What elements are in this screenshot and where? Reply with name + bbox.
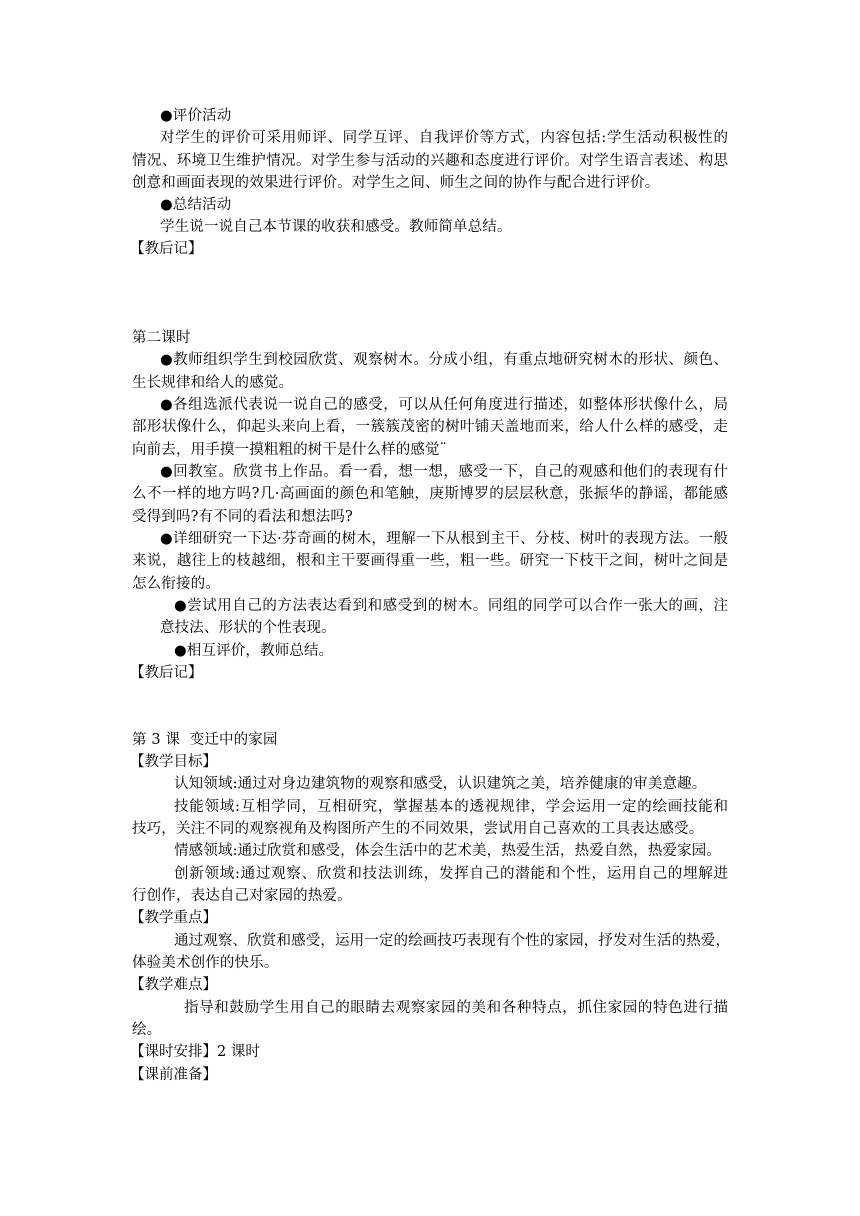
paragraph-line: 来说，越往上的枝越细，根和主干要画得重一些，粗一些。研究一下枝干之间，树叶之间是 — [132, 553, 728, 569]
paragraph-line: 技巧，关注不同的观察视角及构图所产生的不同效果，尝试用自己喜欢的工具表达感受。 — [132, 821, 704, 837]
paragraph-line: 怎么衔接的。 — [132, 576, 220, 592]
list-item: ●尝试用自己的方法表达看到和感受到的树木。同组的同学可以合作一张大的画，注 — [174, 598, 728, 614]
section-label-after-class-notes: 【教后记】 — [130, 665, 203, 681]
section-label-schedule: 【课时安排】2 课时 — [130, 1044, 260, 1060]
heading-evaluation-activity: ●评价活动 — [160, 108, 232, 124]
list-item: ●教师组织学生到校园欣赏、观察树木。分成小组，有重点地研究树木的形状、颜色、 — [160, 352, 728, 368]
paragraph-line: 创新领域:通过观察、欣赏和技法训练，发挥自己的潜能和个性，运用自己的埋解进 — [174, 866, 728, 882]
paragraph-line: 部形状像什么，仰起头来向上看，一簇簇茂密的树叶铺天盖地而来，给人什么样的感受，走 — [132, 419, 728, 435]
paragraph-line: 技能领域:互相学同，互相研究，掌握基本的透视规律，学会运用一定的绘画技能和 — [174, 799, 728, 815]
paragraph-line: 体验美术创作的快乐。 — [132, 955, 279, 971]
section-label-teaching-focus: 【教学重点】 — [130, 910, 217, 926]
paragraph-line: 学生说一说自己本节课的收获和感受。教师简单总结。 — [160, 219, 512, 235]
paragraph-line: 行创作，表达自己对家园的热爱。 — [132, 888, 352, 904]
paragraph-line: 生长规律和给人的感觉。 — [132, 375, 294, 391]
paragraph-line: 通过观察、欣赏和感受，运用一定的绘画技巧表现有个性的家园，抒发对生活的热爱， — [174, 933, 730, 949]
section-label-preparation: 【课前准备】 — [130, 1067, 217, 1083]
paragraph-line: 认知领域:通过对身边建筑物的观察和感受，认识建筑之美，培养健康的审美意趣。 — [174, 776, 707, 792]
paragraph-line: 意技法、形状的个性表现。 — [160, 620, 336, 636]
list-item: ●详细研究一下达·芬奇画的树木，理解一下从根到主干、分枝、树叶的表现方法。一般 — [160, 531, 728, 547]
paragraph-line: 对学生的评价可采用师评、同学互评、自我评价等方式，内容包括:学生活动积极性的 — [160, 130, 728, 146]
list-item: ●回教室。欣赏书上作品。看一看，想一想，感受一下，自己的观感和他们的表现有什 — [160, 464, 728, 480]
heading-summary-activity: ●总结活动 — [160, 197, 232, 213]
paragraph-line: 指导和鼓励学生用自己的眼睛去观察家园的美和各种特点，抓住家园的特色进行描 — [184, 1000, 728, 1016]
section-label-teaching-goals: 【教学目标】 — [130, 754, 217, 770]
list-item: ●各组选派代表说一说自己的感受，可以从任何角度进行描述，如整体形状像什么，局 — [160, 397, 728, 413]
paragraph-line: 受得到吗?有不同的看法和想法吗? — [132, 509, 353, 525]
paragraph-line: 绘。 — [132, 1022, 162, 1038]
paragraph-line: 情感领域:通过欣赏和感受，体会生活中的艺术美，热爱生活，热爱自然，热爱家园。 — [174, 843, 722, 859]
paragraph-line: 创意和画面表现的效果进行评价。对学生之间、师生之间的协作与配合进行评价。 — [132, 175, 660, 191]
section-label-teaching-difficulty: 【教学难点】 — [130, 977, 217, 993]
lesson-title: 第 3 课 变迁中的家园 — [132, 732, 278, 748]
list-item: ●相互评价，教师总结。 — [174, 643, 334, 659]
paragraph-line: 情况、环境卫生维护情况。对学生参与活动的兴趣和态度进行评价。对学生语言表述、构思 — [132, 153, 728, 169]
section-label-after-class-notes: 【教后记】 — [130, 241, 203, 257]
paragraph-line: 么不一样的地方吗?几·高画面的颜色和笔触，庚斯博罗的层层秋意，张振华的静谣，都能感 — [132, 486, 728, 502]
paragraph-line: 向前去，用手摸一摸粗粗的树干是什么样的感觉¨ — [132, 442, 448, 458]
section-title-second-lesson: 第二课时 — [132, 330, 191, 346]
